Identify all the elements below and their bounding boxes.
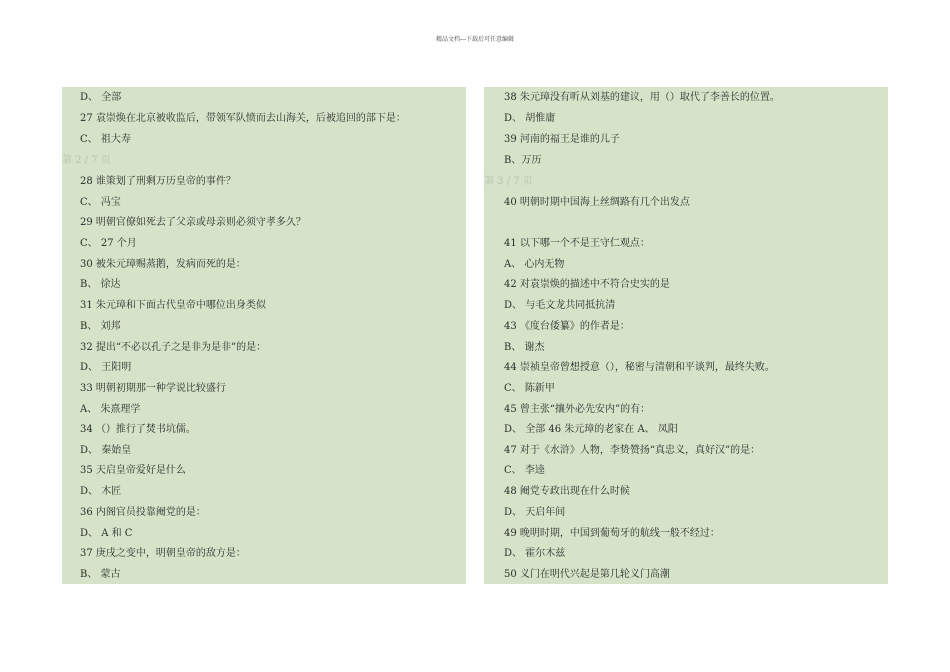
question: 45 曾主张“攘外必先安内”的有：: [504, 404, 651, 415]
question: 37 庚戌之变中，明朝皇帝的敌方是：: [80, 548, 246, 559]
answer: A、 朱熹理学: [80, 404, 141, 415]
answer: C、 陈新甲: [504, 383, 555, 394]
page-header: 精品文档---下载后可任意编辑: [435, 36, 515, 43]
answer: D、 秦始皇: [80, 445, 132, 456]
question: 42 对袁崇焕的描述中不符合史实的是: [504, 279, 670, 290]
question: 27 袁崇焕在北京被收监后，带领军队愤而去山海关，后被追回的部下是：: [80, 113, 406, 124]
answer: C、 冯宝: [80, 197, 121, 208]
answer: B、 刘邦: [80, 321, 121, 332]
answer: D、 与毛文龙共同抵抗清: [504, 300, 616, 311]
question: 31 朱元璋和下面古代皇帝中哪位出身类似: [80, 300, 266, 311]
page-marker: 第 2 / 7 页: [62, 155, 111, 166]
answer: B、 蒙古: [80, 569, 121, 580]
answer: C、 李逵: [504, 465, 545, 476]
question: 48 阉党专政出现在什么时候: [504, 486, 630, 497]
question: 44 崇祯皇帝曾想授意（），秘密与清朝和平谈判，最终失败。: [504, 362, 775, 373]
answer: B、 徐达: [80, 279, 121, 290]
question: 35 天启皇帝爱好是什么: [80, 465, 186, 476]
answer: D、 霍尔木兹: [504, 548, 566, 559]
question: 41 以下哪一个不是王守仁观点：: [504, 238, 650, 249]
question: 43 《度台倭纂》的作者是：: [504, 321, 630, 332]
question: 40 明朝时期中国海上丝绸路有几个出发点: [504, 197, 690, 208]
question: 38 朱元璋没有听从刘基的建议，用（）取代了李善长的位置。: [504, 92, 780, 103]
question: 30 被朱元璋赐蒸鹅，发病而死的是：: [80, 259, 246, 270]
question: 32 提出“不必以孔子之是非为是非”的是：: [80, 342, 267, 353]
answer: C、 27 个月: [80, 238, 137, 249]
question: 47 对于《水浒》人物，李贽赞扬“真忠义，真好汉”的是：: [504, 445, 761, 456]
answer: D、 胡惟庸: [504, 113, 556, 124]
answer: B、 谢杰: [504, 342, 545, 353]
question: 28 谁策划了刑剩万历皇帝的事件？: [80, 176, 236, 187]
left-page: [62, 87, 466, 584]
list-item: D、 全部: [80, 92, 122, 103]
question: 49 晚明时期，中国到葡萄牙的航线一般不经过：: [504, 528, 720, 539]
answer: C、 祖大寿: [80, 134, 131, 145]
answer: D、 木匠: [80, 486, 122, 497]
answer: D、 天启年间: [504, 507, 566, 518]
question: 36 内阁官员投靠阉党的是：: [80, 507, 206, 518]
answer: D、 王阳明: [80, 362, 132, 373]
answer: D、 A 和 C: [80, 528, 133, 539]
question: 34 （）推行了焚书坑儒。: [80, 424, 196, 435]
question: 50 义门在明代兴起是第几轮义门高潮: [504, 569, 670, 580]
page-marker: 第 3 / 7 页: [484, 176, 533, 187]
question: 33 明朝初期那一种学说比较盛行: [80, 383, 226, 394]
answer: D、 全部 46 朱元璋的老家在 A、 凤阳: [504, 424, 678, 435]
answer: A、 心内无物: [504, 259, 565, 270]
question: 29 明朝官僚如死去了父亲或母亲则必须守孝多久？: [80, 217, 306, 228]
right-page: [484, 87, 888, 584]
question: 39 河南的福王是谁的儿子: [504, 134, 620, 145]
answer: B、万历: [504, 155, 542, 166]
